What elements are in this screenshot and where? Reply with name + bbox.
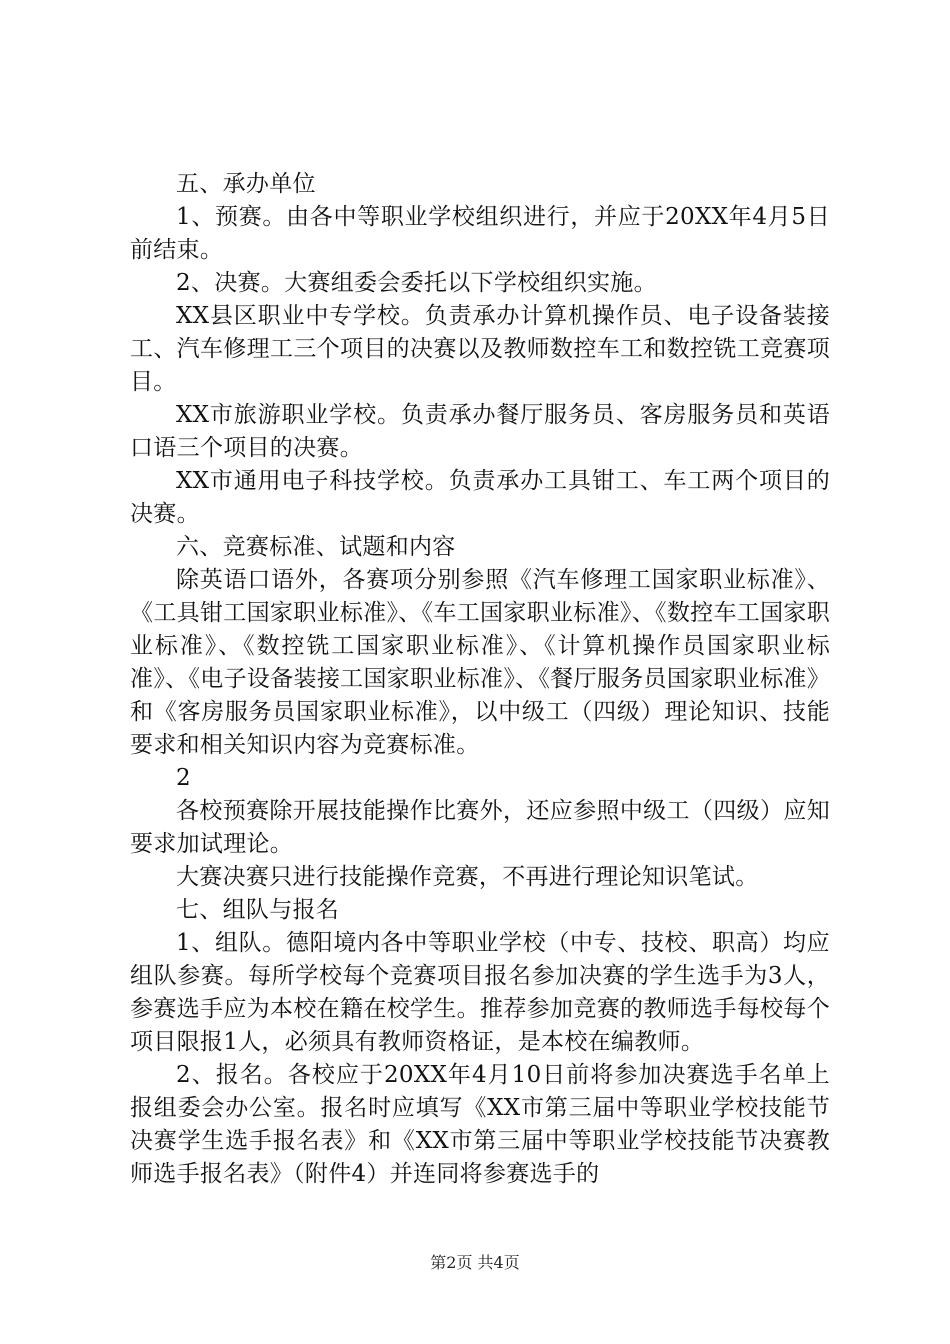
section-heading-7: 七、组队与报名 xyxy=(176,897,340,923)
paragraph-final-skills: 大赛决赛只进行技能操作竞赛，不再进行理论知识笔试。 xyxy=(176,864,759,890)
document-body xyxy=(130,168,830,1191)
paragraph-preliminary: 1、预赛。由各中等职业学校组织进行，并应于20XX年4月5日前结束。 xyxy=(130,204,830,263)
paragraph-preliminary-theory: 各校预赛除开展技能操作比赛外，还应参照中级工（四级）应知要求加试理论。 xyxy=(130,798,830,857)
paragraph-registration: 2、报名。各校应于20XX年4月10日前将参加决赛选手名单上报组委会办公室。报名时应填写《XX市第三届中等职业学校技能节决赛学生选手报名表》和《XX市第三届中等职业学校技能节决赛教师选手报名表》（附件4）并连同将参赛选手的 xyxy=(130,1062,830,1187)
section-heading-5: 五、承办单位 xyxy=(176,171,316,197)
paragraph-school-1: XX县区职业中专学校。负责承办计算机操作员、电子设备装接工、汽车修理工三个项目的决赛以及教师数控车工和数控铣工竞赛项目。 xyxy=(130,303,830,395)
paragraph-school-2: XX市旅游职业学校。负责承办餐厅服务员、客房服务员和英语口语三个项目的决赛。 xyxy=(130,402,830,461)
paragraph-standards: 除英语口语外，各赛项分别参照《汽车修理工国家职业标准》、《工具钳工国家职业标准》、《车工国家职业标准》、《数控车工国家职业标准》、《数控铣工国家职业标准》、《计算机操作员国家职业标准》、《电子设备装接工国家职业标准》、《餐厅服务员国家职业标准》和《客房服务员国家职业标准》，以中级工（四级）理论知识、技能要求和相关知识内容为竞赛标准。 xyxy=(130,567,830,758)
page-footer: 第2页 共4页 xyxy=(430,1253,520,1272)
paragraph-final: 2、决赛。大赛组委会委托以下学校组织实施。 xyxy=(176,270,657,296)
paragraph-team: 1、组队。德阳境内各中等职业学校（中专、技校、职高）均应组队参赛。每所学校每个竞赛项目报名参加决赛的学生选手为3人，参赛选手应为本校在籍在校学生。推荐参加竞赛的教师选手每校每个项目限报1人，必须具有教师资格证，是本校在编教师。 xyxy=(130,930,830,1055)
inline-page-number: 2 xyxy=(176,765,191,791)
paragraph-school-3: XX市通用电子科技学校。负责承办工具钳工、车工两个项目的决赛。 xyxy=(130,468,830,527)
section-heading-6: 六、竞赛标准、试题和内容 xyxy=(176,534,456,560)
